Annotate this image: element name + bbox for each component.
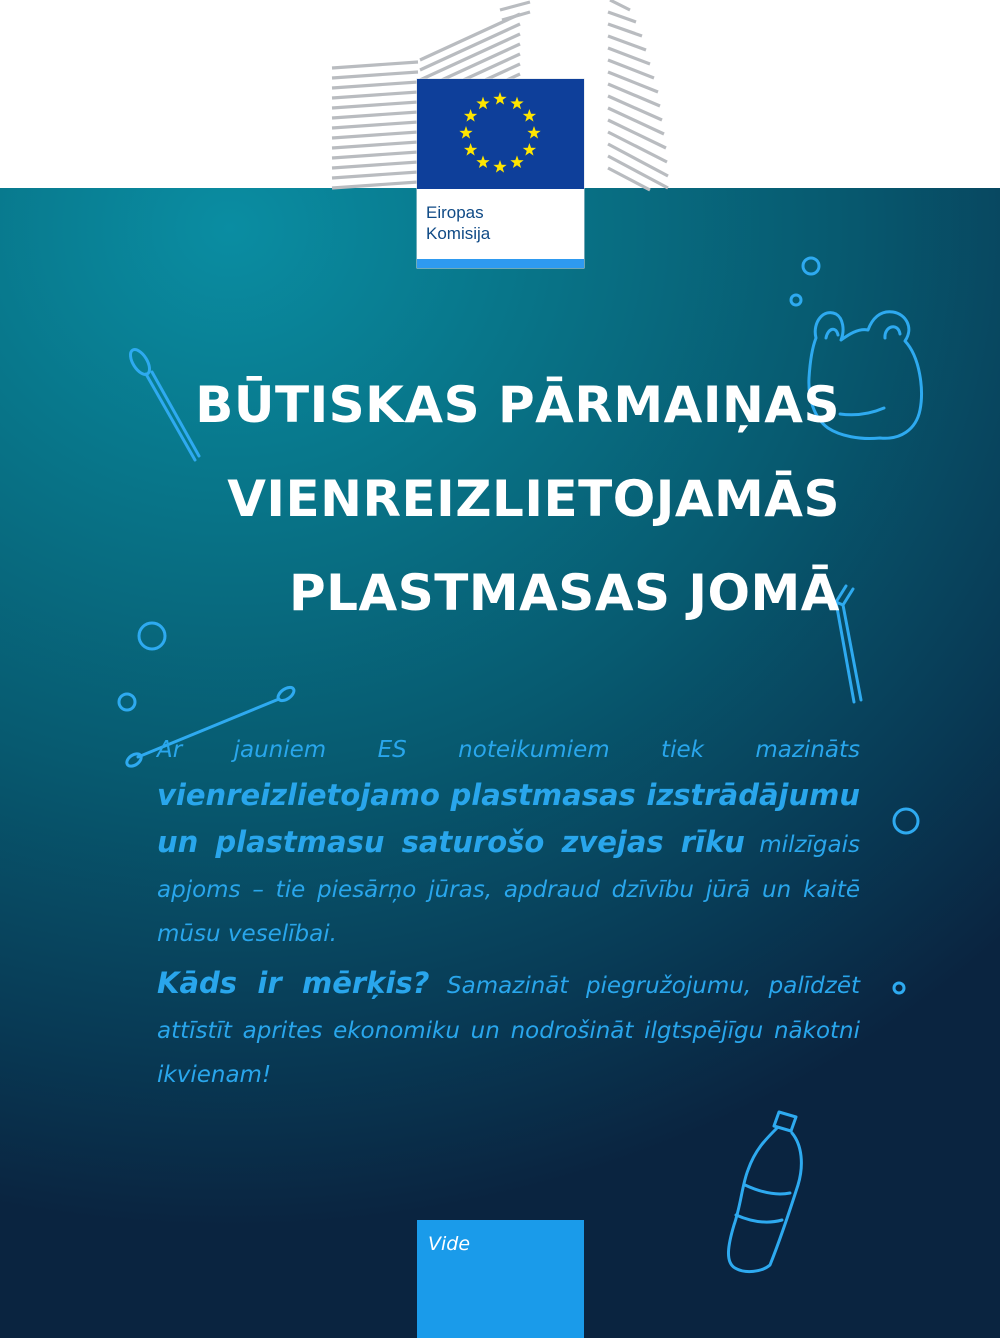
intro-highlight: vienreizlietojamo plastmasas izstrādājumu un plastmasu saturošo zvejas rīku — [157, 777, 860, 859]
title-line-2: VIENREIZLIETOJAMĀS — [227, 470, 840, 528]
title-line-3: PLASTMASAS JOMĀ — [289, 564, 840, 622]
european-commission-logo — [417, 79, 584, 268]
logo-wordmark — [426, 202, 576, 244]
poster-title — [140, 358, 840, 640]
logo-accent-bar — [417, 259, 584, 268]
bubble-icon — [803, 258, 819, 274]
goal-paragraph — [157, 961, 860, 1098]
bubble-icon — [119, 694, 135, 710]
eu-flag-icon — [417, 79, 584, 189]
title-line-1: BŪTISKAS PĀRMAIŅAS — [195, 376, 840, 434]
logo-line-1: Eiropas — [426, 203, 484, 222]
goal-answer: Samazināt piegružojumu, palīdzēt attīstīt aprites ekonomiku un nodrošināt ilgtspējīgu nākotni ikvienam! — [157, 973, 860, 1088]
plastic-bottle-icon — [728, 1112, 801, 1272]
intro-lead: Ar jauniem ES noteikumiem tiek mazināts — [157, 737, 860, 763]
intro-paragraph — [157, 728, 860, 957]
intro-rest: milzīgais apjoms – tie piesārņo jūras, apdraud dzīvību jūrā un kaitē mūsu veselībai. — [157, 832, 860, 947]
bubble-icon — [894, 809, 918, 833]
goal-question: Kāds ir mērķis? — [157, 966, 430, 1000]
bubble-icon — [894, 983, 904, 993]
topic-label: Vide — [428, 1233, 471, 1255]
logo-line-2: Komisija — [426, 224, 491, 243]
bubble-icon — [791, 295, 801, 305]
topic-tab — [417, 1220, 584, 1338]
